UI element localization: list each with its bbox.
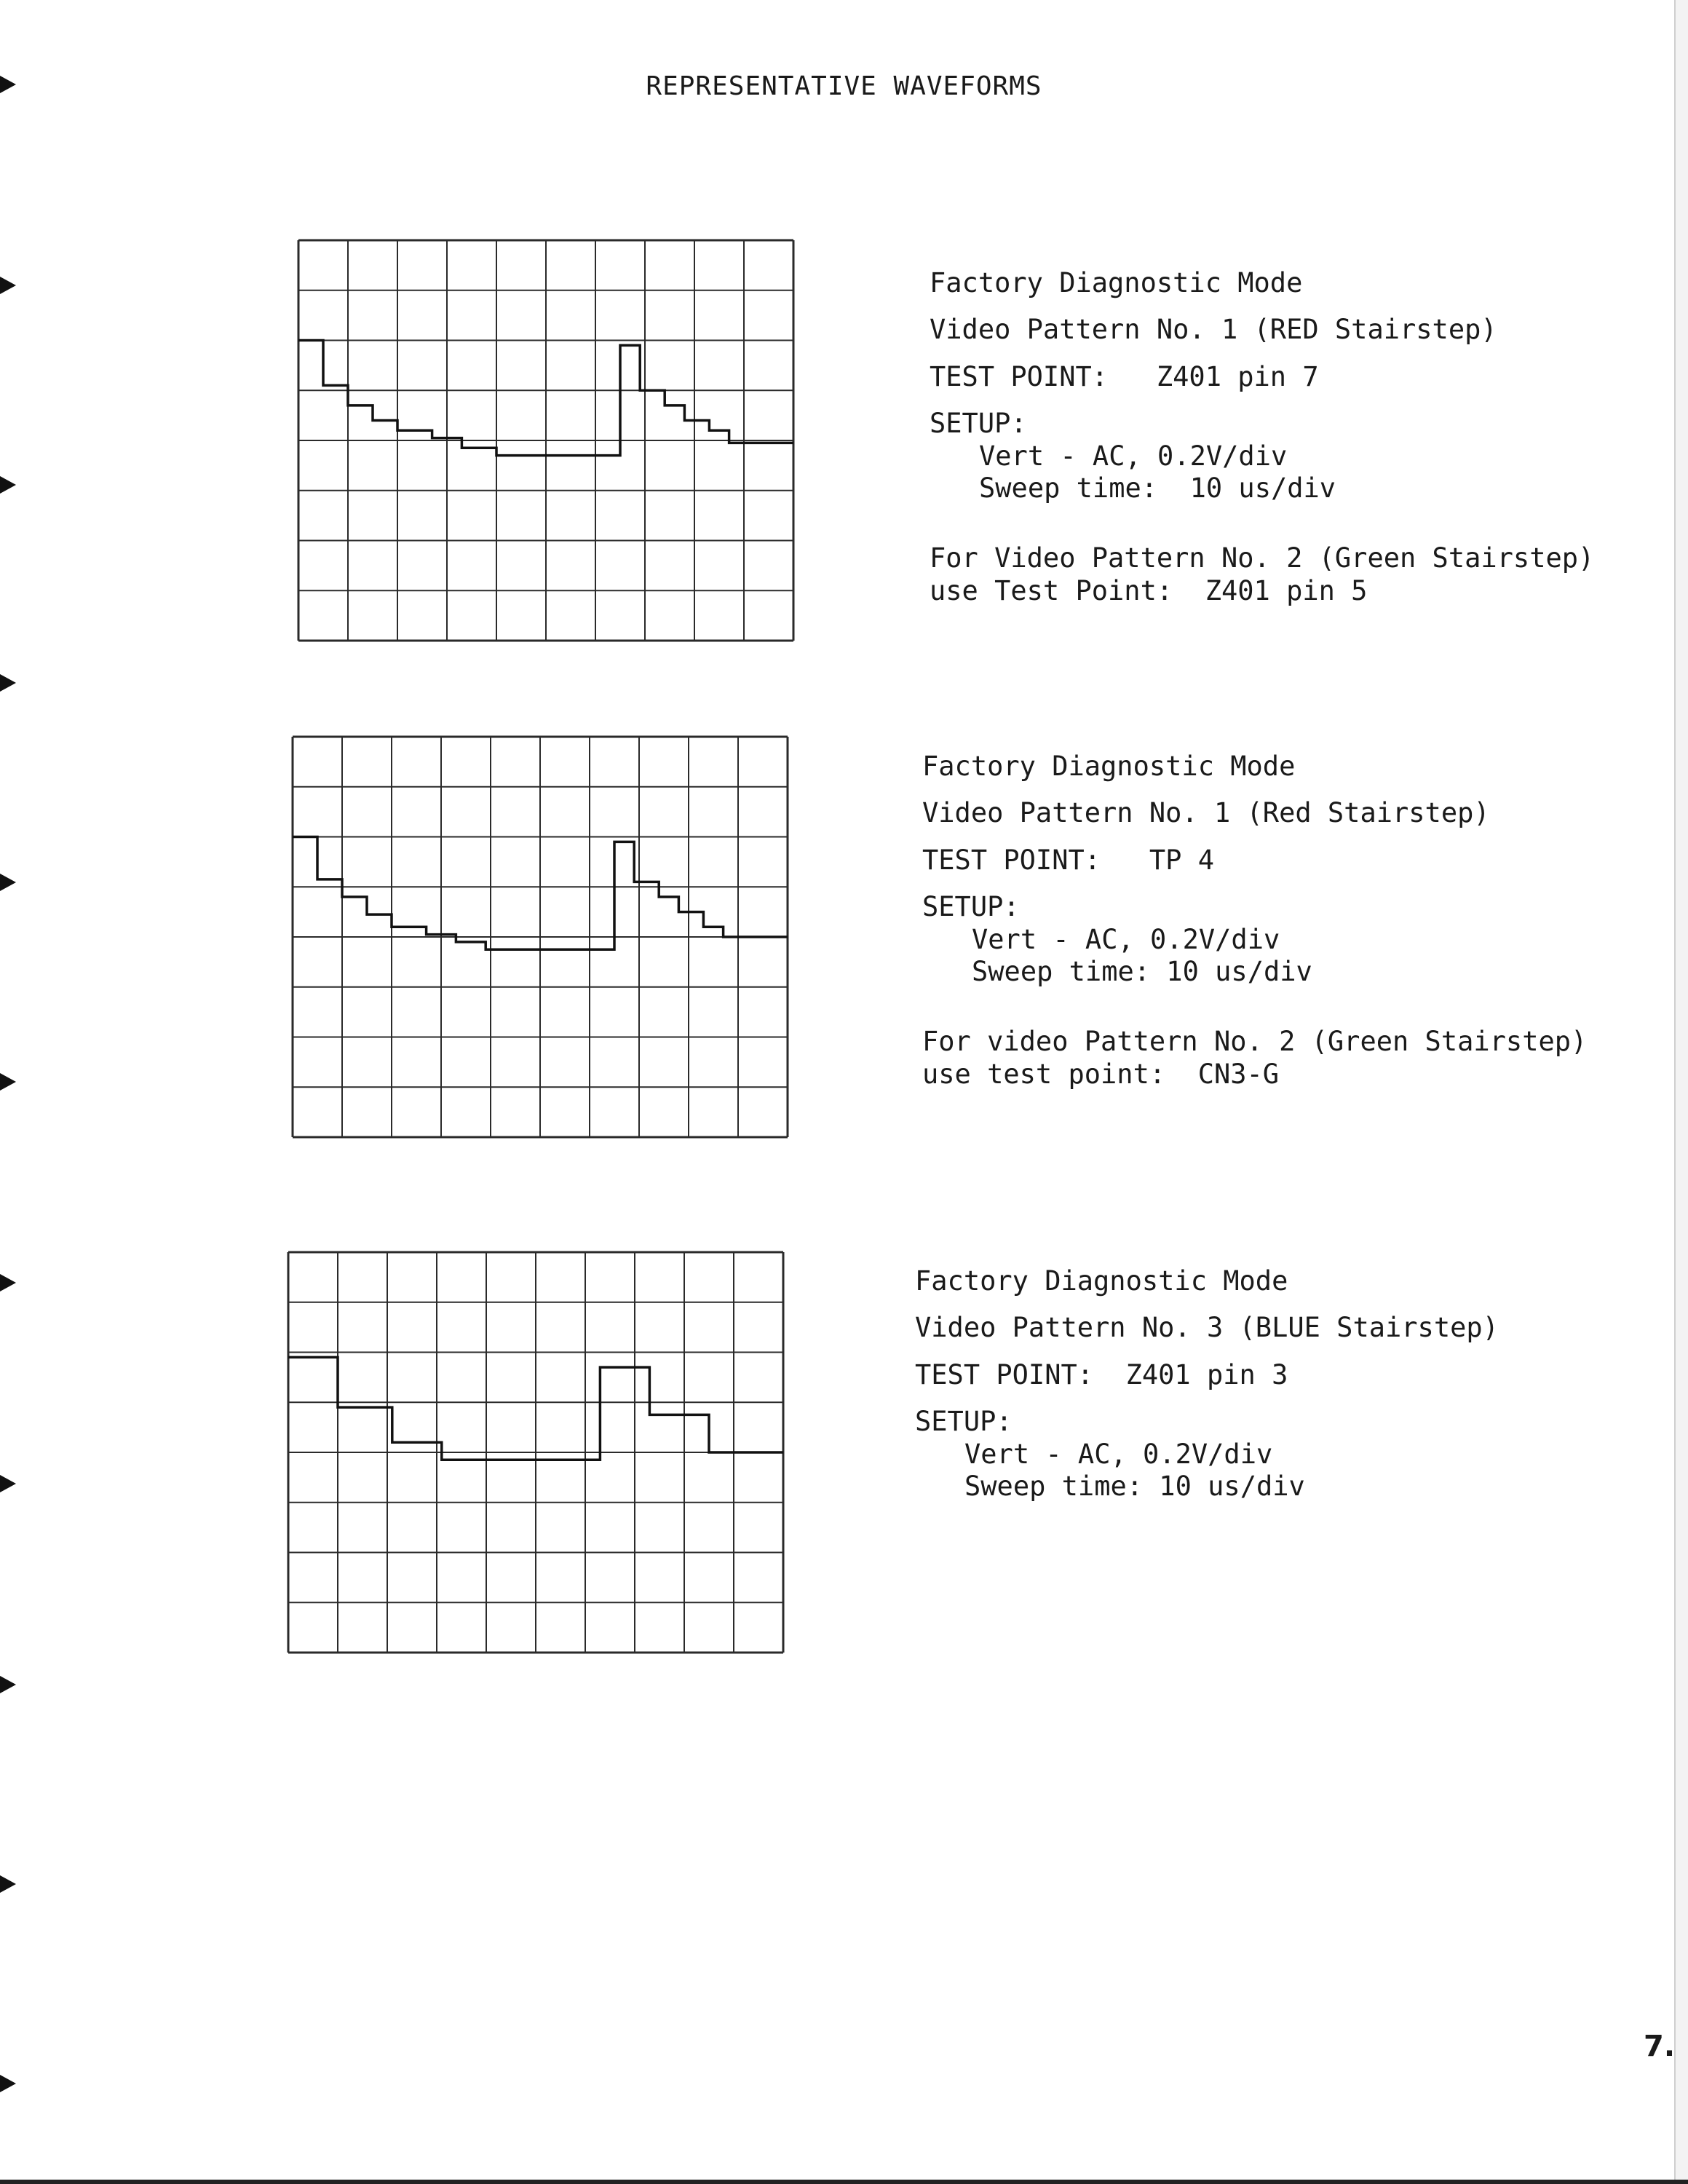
- vert-setting: Vert - AC, 0.2V/div: [964, 1438, 1273, 1470]
- sweep-setting: Sweep time: 10 us/div: [979, 472, 1336, 504]
- binder-mark: [0, 1274, 16, 1291]
- page-title: REPRESENTATIVE WAVEFORMS: [646, 71, 1042, 101]
- test-point-label: TEST POINT: Z401 pin 7: [930, 360, 1319, 392]
- vert-setting: Vert - AC, 0.2V/div: [972, 923, 1280, 955]
- mode-label: Factory Diagnostic Mode: [930, 267, 1303, 298]
- bottom-edge-rule: [0, 2180, 1688, 2184]
- waveform-description-2: [922, 751, 1650, 1091]
- oscilloscope-trace-3: [288, 1252, 783, 1653]
- page-right-edge: [1674, 0, 1688, 2184]
- waveform-description-3: [915, 1265, 1643, 1503]
- binder-mark: [0, 1073, 16, 1091]
- setup-label: SETUP:: [930, 408, 1027, 440]
- sweep-setting: Sweep time: 10 us/div: [972, 955, 1312, 987]
- binder-hole-marks: [0, 0, 22, 2184]
- video-pattern-label: Video Pattern No. 3 (BLUE Stairstep): [915, 1312, 1499, 1344]
- setup-label: SETUP:: [915, 1406, 1013, 1438]
- binder-mark: [0, 1875, 16, 1893]
- mode-label: Factory Diagnostic Mode: [922, 751, 1296, 782]
- oscilloscope-trace-2: [293, 737, 788, 1137]
- video-pattern-label: Video Pattern No. 1 (Red Stairstep): [922, 797, 1490, 829]
- oscilloscope-trace-1: [298, 240, 793, 641]
- page-number: 7.: [1644, 2030, 1676, 2063]
- test-point-label: TEST POINT: Z401 pin 3: [915, 1358, 1288, 1390]
- video-pattern-label: Video Pattern No. 1 (RED Stairstep): [930, 314, 1497, 346]
- setup-label: SETUP:: [922, 891, 1020, 923]
- alternate-pattern-note: For video Pattern No. 2 (Green Stairstep): [922, 1026, 1588, 1058]
- sweep-setting: Sweep time: 10 us/div: [964, 1470, 1305, 1502]
- alternate-pattern-note: For Video Pattern No. 2 (Green Stairstep): [930, 542, 1595, 574]
- binder-mark: [0, 1475, 16, 1492]
- alternate-test-point-note: use test point: CN3-G: [922, 1058, 1280, 1090]
- binder-mark: [0, 874, 16, 891]
- binder-mark: [0, 1676, 16, 1693]
- binder-mark: [0, 2075, 16, 2092]
- mode-label: Factory Diagnostic Mode: [915, 1265, 1288, 1297]
- waveform-chart: [298, 240, 793, 641]
- binder-mark: [0, 277, 16, 294]
- waveform-description-1: [930, 267, 1657, 607]
- vert-setting: Vert - AC, 0.2V/div: [979, 440, 1288, 472]
- alternate-test-point-note: use Test Point: Z401 pin 5: [930, 574, 1368, 606]
- binder-mark: [0, 674, 16, 692]
- binder-mark: [0, 476, 16, 494]
- waveform-chart: [288, 1252, 783, 1653]
- test-point-label: TEST POINT: TP 4: [922, 844, 1214, 876]
- waveform-chart: [293, 737, 788, 1137]
